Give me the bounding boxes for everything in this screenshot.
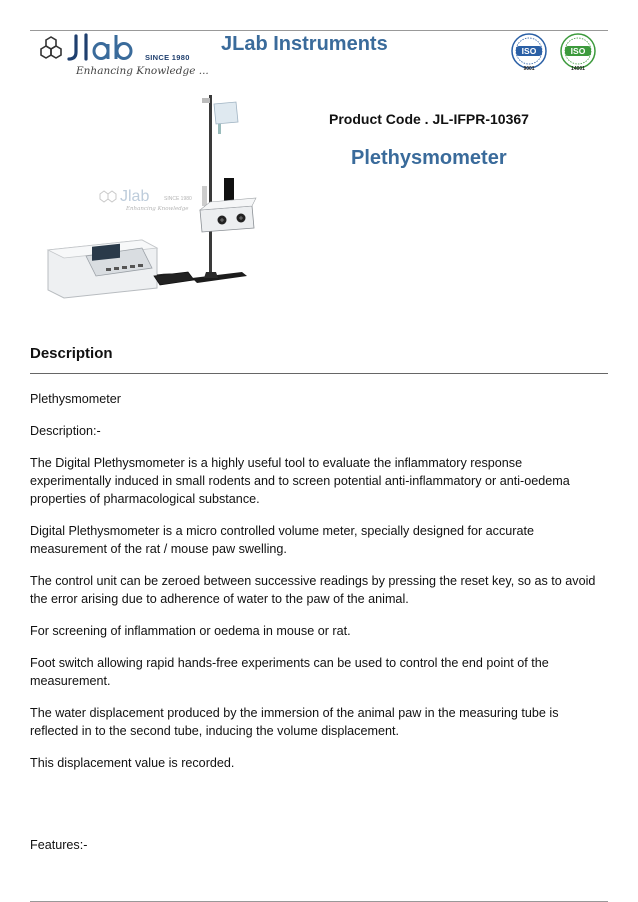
description-paragraph: Plethysmometer: [30, 392, 121, 406]
product-title: Plethysmometer: [351, 147, 507, 169]
iso-9001-badge-icon: [511, 33, 547, 69]
iso-14001-number: 14001: [571, 66, 585, 72]
description-paragraph: Digital Plethysmometer is a micro controlled volume meter, specially designed for accurate measurement of the rat / mouse paw swelling.: [30, 524, 534, 556]
features-label: Features:-: [30, 838, 88, 852]
description-paragraph: The water displacement produced by the immersion of the animal paw in the measuring tube is reflected in to the second tube, inducing the volume displacement.: [30, 706, 559, 738]
description-paragraph: For screening of inflammation or oedema in mouse or rat.: [30, 624, 351, 638]
description-heading: Description: [30, 345, 113, 362]
iso-9001-number: 9001: [523, 66, 535, 72]
description-rule: [30, 373, 608, 374]
iso-9001-label: ISO: [521, 46, 537, 56]
description-paragraph: This displacement value is recorded.: [30, 756, 235, 770]
description-paragraph: Description:-: [30, 424, 101, 438]
header-top-rule: [30, 30, 608, 31]
image-watermark-text: SINCE 1980: [164, 196, 192, 202]
logo-tagline: Enhancing Knowledge ...: [76, 65, 209, 77]
description-paragraph: Foot switch allowing rapid hands-free experiments can be used to control the end point of the measurement.: [30, 656, 549, 688]
iso-14001-badge-icon: [560, 33, 596, 69]
svg-text:Enhancing Knowledge: Enhancing Knowledge: [126, 206, 189, 212]
description-paragraph: The Digital Plethysmometer is a highly useful tool to evaluate the inflammatory response experimentally induced in small rodents and to screen potential anti-inflammatory or anti-oedema properties of pharmacological substance.: [30, 456, 570, 506]
logo-since-text: SINCE 1980: [145, 53, 190, 62]
svg-text:Jlab: Jlab: [120, 188, 150, 205]
plethysmometer-product-image: [42, 90, 257, 300]
description-body: [30, 390, 605, 868]
company-name: JLab Instruments: [221, 33, 388, 55]
product-code: Product Code . JL-IFPR-10367: [329, 111, 529, 127]
iso-14001-label: ISO: [570, 46, 586, 56]
description-paragraph: The control unit can be zeroed between successive readings by pressing the reset key, so as to avoid the error arising due to adherence of water to the paw of the animal.: [30, 574, 596, 606]
jlab-logo: [32, 32, 222, 80]
